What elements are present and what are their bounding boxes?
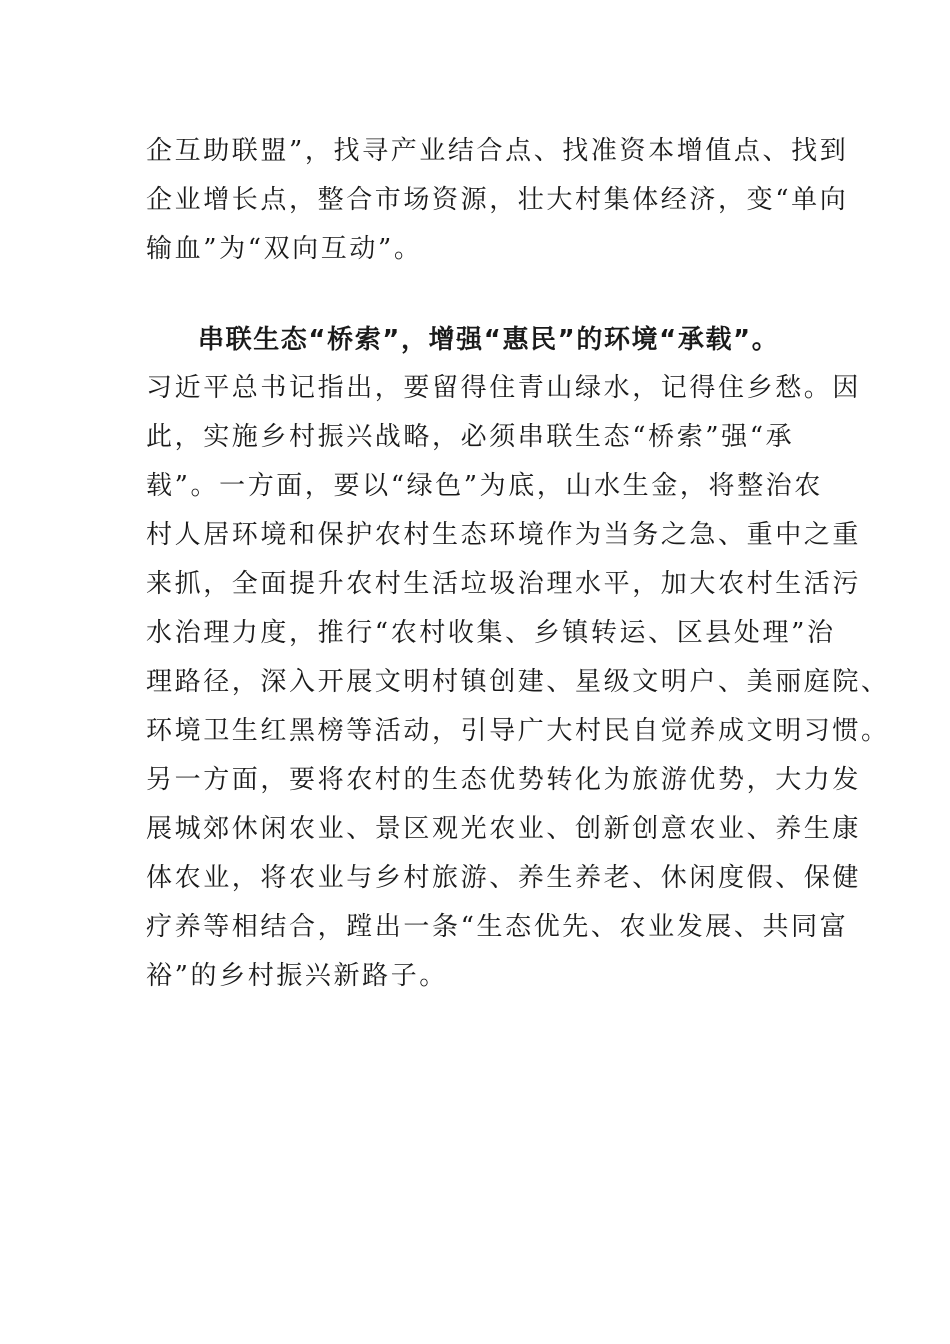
paragraph-line: 村人居环境和保护农村生态环境作为当务之急、重中之重 (146, 520, 862, 550)
paragraph-line: 企业增长点，整合市场资源，壮大村集体经济，变“单向 (146, 185, 849, 215)
paragraph-line: 另一方面，要将农村的生态优势转化为旅游优势，大力发 (146, 765, 862, 795)
paragraph-line: 水治理力度，推行“农村收集、乡镇转运、区县处理”治 (146, 618, 836, 648)
paragraph-line: 来抓，全面提升农村生活垃圾治理水平，加大农村生活污 (146, 569, 862, 599)
paragraph-line: 环境卫生红黑榜等活动，引导广大村民自觉养成文明习惯。 (146, 716, 890, 746)
paragraph-line: 展城郊休闲农业、景区观光农业、创新创意农业、养生康 (146, 814, 862, 844)
paragraph-line: 体农业，将农业与乡村旅游、养生养老、休闲度假、保健 (146, 863, 862, 893)
paragraph-line: 输血”为“双向互动”。 (146, 234, 423, 264)
paragraph-line: 习近平总书记指出，要留得住青山绿水，记得住乡愁。因 (146, 373, 862, 403)
paragraph-line: 疗养等相结合，蹚出一条“生态优先、农业发展、共同富 (146, 912, 849, 942)
paragraph-line: 裕”的乡村振兴新路子。 (146, 961, 448, 991)
paragraph-line: 此，实施乡村振兴战略，必须串联生态“桥索”强“承 (146, 422, 795, 452)
paragraph-line: 载”。一方面，要以“绿色”为底，山水生金，将整治农 (146, 471, 823, 501)
paragraph-line: 理路径，深入开展文明村镇创建、星级文明户、美丽庭院、 (146, 667, 890, 697)
section-heading: 串联生态“桥索”，增强“惠民”的环境“承载”。 (198, 325, 780, 355)
paragraph-line: 企互助联盟”，找寻产业结合点、找准资本增值点、找到 (146, 136, 849, 166)
